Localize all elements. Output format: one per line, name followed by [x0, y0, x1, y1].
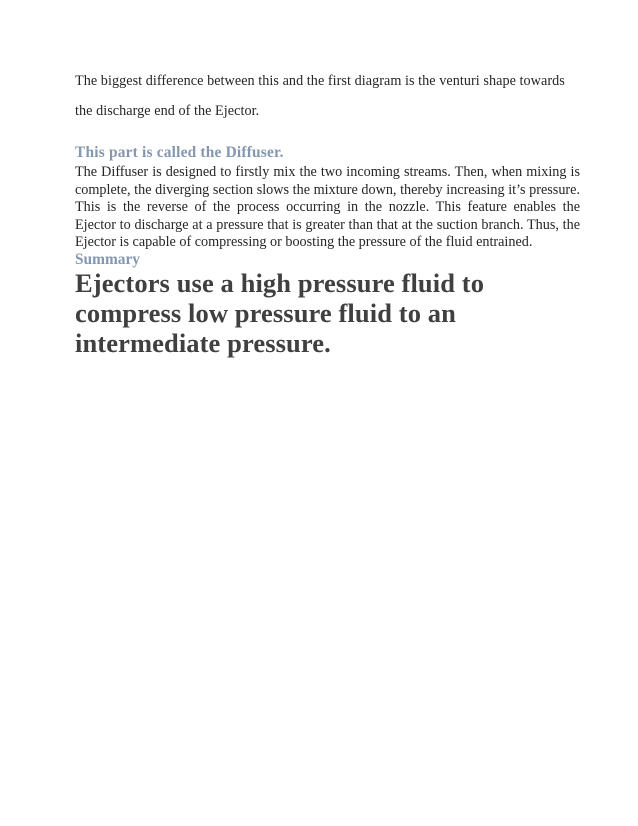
- summary-heading: Summary: [75, 251, 140, 268]
- summary-statement: Ejectors use a high pressure fluid to compress low pressure fluid to an intermediate pressure.: [75, 268, 485, 358]
- intro-paragraph: The biggest difference between this and the first diagram is the venturi shape towards the discharge end of the Ejector.: [75, 73, 565, 119]
- diffuser-heading: This part is called the Diffuser.: [75, 144, 284, 161]
- diffuser-paragraph: The Diffuser is designed to firstly mix the two incoming streams. Then, when mixing is complete, the diverging section slows the mixture down, thereby increasing it’s pressure. This is the reverse of the process occurring in the nozzle. This feature enables the Ejector to discharge at a pressure that is greater than that at the suction branch. Thus, the Ejector is capable of compressing or boosting the pressure of the fluid entrained.: [75, 164, 580, 251]
